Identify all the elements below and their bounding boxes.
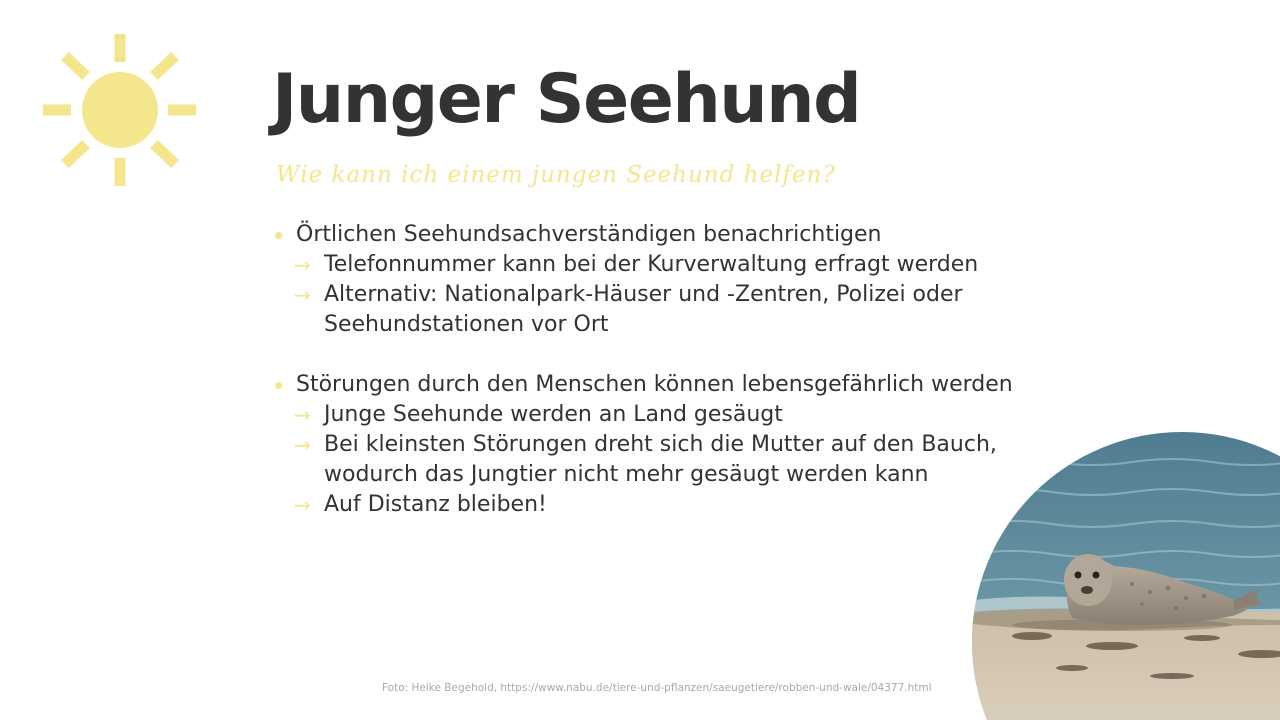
sub-item (272, 490, 1042, 520)
arrow-right-icon: → (294, 403, 311, 427)
sun-icon (40, 32, 200, 192)
sub-item-text: wodurch das Jungtier nicht mehr gesäugt werden kann (324, 462, 929, 487)
bullet-dot-icon (275, 232, 282, 239)
arrow-right-icon: → (294, 253, 311, 277)
sub-item (272, 400, 1042, 430)
page-title: Junger Seehund (272, 60, 861, 139)
bullet-dot-icon (275, 382, 282, 389)
sub-item-text: Bei kleinsten Störungen dreht sich die Mutter auf den Bauch, (324, 432, 997, 457)
sub-item-text: Alternativ: Nationalpark-Häuser und -Zentren, Polizei oder (324, 282, 963, 307)
bullet-text: Örtlichen Seehundsachverständigen benachrichtigen (296, 222, 882, 247)
sub-item (272, 280, 1042, 340)
sub-item-text: Telefonnummer kann bei der Kurverwaltung erfragt werden (324, 252, 979, 277)
arrow-right-icon: → (294, 433, 311, 457)
sub-item (272, 250, 1042, 280)
arrow-right-icon: → (294, 283, 311, 307)
sub-item-text: Auf Distanz bleiben! (324, 492, 547, 517)
sub-item-text: Junge Seehunde werden an Land gesäugt (324, 402, 783, 427)
bullet-item (272, 370, 1042, 400)
arrow-right-icon: → (294, 493, 311, 517)
page-subtitle: Wie kann ich einem jungen Seehund helfen? (276, 162, 836, 188)
sub-item (272, 430, 1042, 490)
bullet-item (272, 220, 1042, 250)
bullet-text: Störungen durch den Menschen können lebensgefährlich werden (296, 372, 1013, 397)
section-gap (272, 340, 1042, 370)
photo-credit: Foto: Heike Begehold, https://www.nabu.de/tiere-und-pflanzen/saeugetiere/robben-und-wale/04377.html (382, 682, 932, 694)
bullet-list (272, 220, 1042, 520)
sub-item-text: Seehundstationen vor Ort (324, 312, 609, 337)
